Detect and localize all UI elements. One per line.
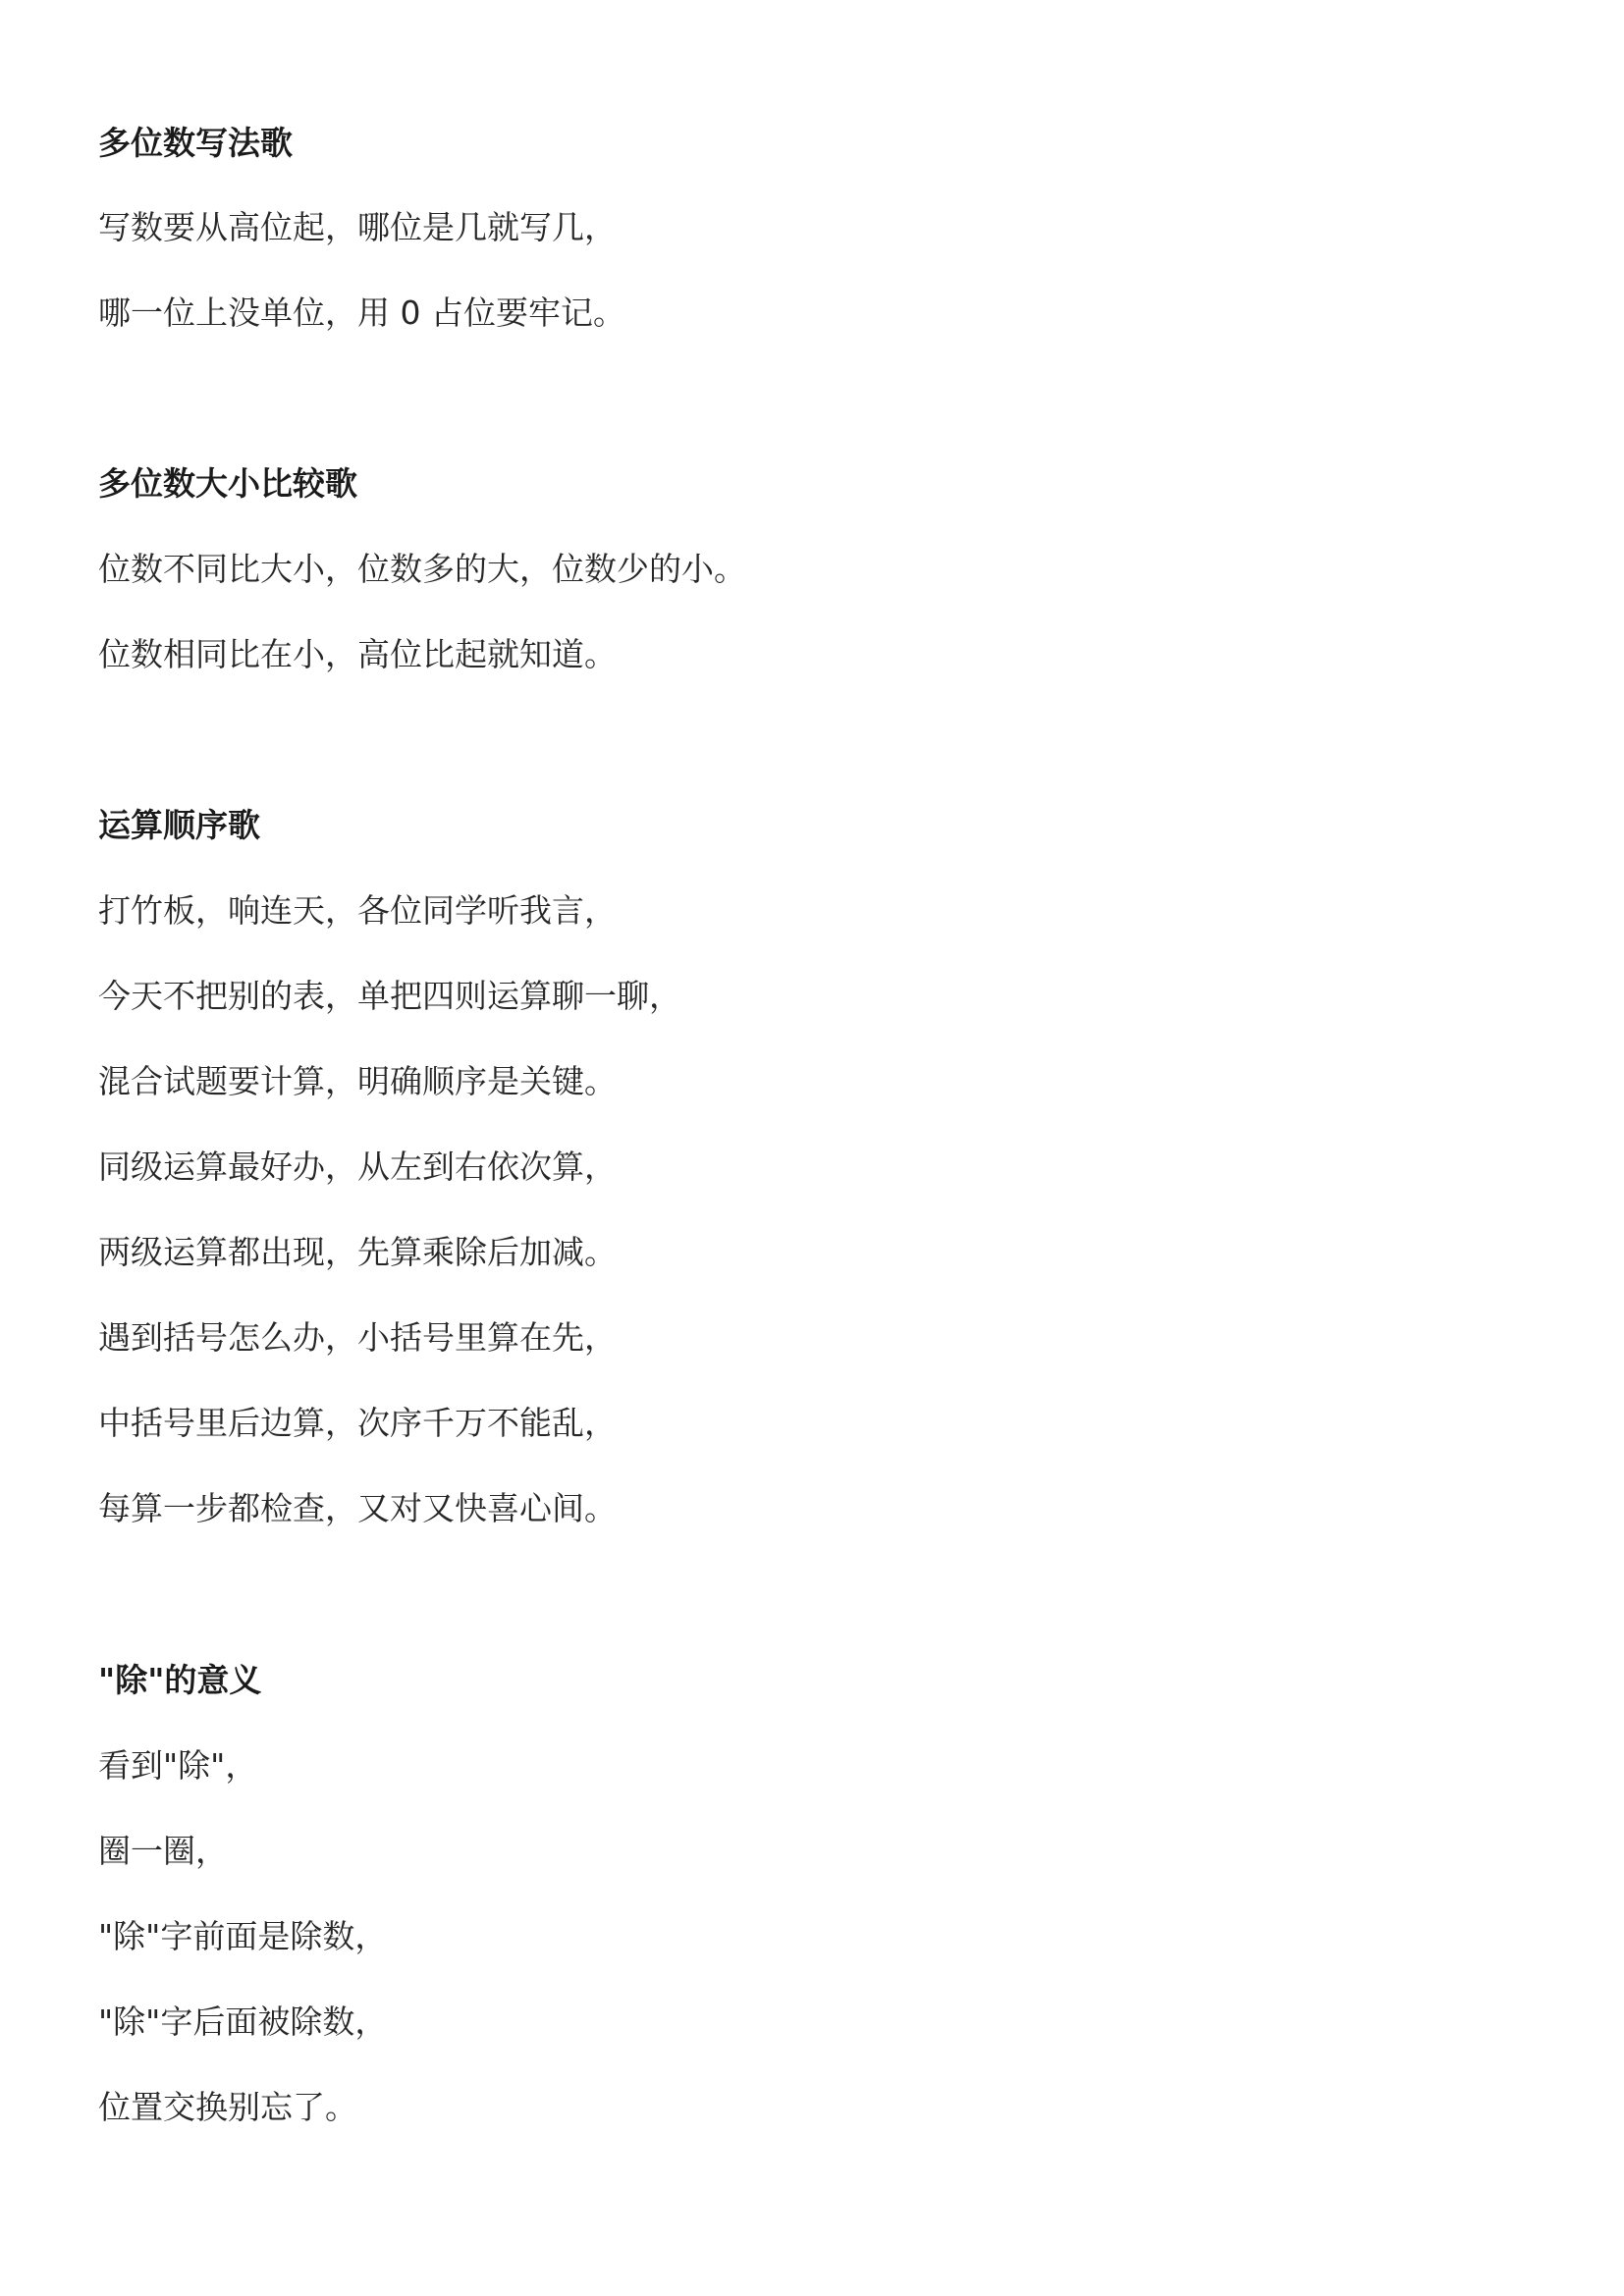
- verse-line: 看到"除"，: [98, 1746, 258, 1785]
- verse-line: 圈一圈，: [98, 1832, 228, 1870]
- verse-line: 今天不把别的表，单把四则运算聊一聊，: [98, 977, 681, 1015]
- verse-line: 同级运算最好办，从左到右依次算，: [98, 1148, 617, 1186]
- verse-line: "除"字后面被除数，: [98, 2002, 388, 2041]
- section-title: 运算顺序歌: [98, 806, 260, 844]
- verse-line: 写数要从高位起，哪位是几就写几，: [98, 208, 617, 246]
- verse-line: 混合试题要计算，明确顺序是关键。: [98, 1062, 617, 1100]
- verse-line: "除"字前面是除数，: [98, 1917, 388, 1955]
- verse-line: 中括号里后边算，次序千万不能乱，: [98, 1404, 617, 1442]
- verse-line: 遇到括号怎么办，小括号里算在先，: [98, 1318, 617, 1357]
- section-title: 多位数大小比较歌: [98, 464, 357, 503]
- verse-line: 位数不同比大小，位数多的大，位数少的小。: [98, 550, 746, 588]
- verse-line: 位置交换别忘了。: [98, 2088, 357, 2126]
- verse-line: 两级运算都出现，先算乘除后加减。: [98, 1233, 617, 1271]
- verse-line: 打竹板，响连天，各位同学听我言，: [98, 891, 617, 930]
- section-title: 多位数写法歌: [98, 124, 293, 162]
- verse-line: 位数相同比在小，高位比起就知道。: [98, 635, 617, 673]
- verse-line: 哪一位上没单位，用 0 占位要牢记。: [98, 294, 625, 332]
- verse-line: 每算一步都检查，又对又快喜心间。: [98, 1489, 617, 1527]
- section-title: "除"的意义: [98, 1661, 262, 1699]
